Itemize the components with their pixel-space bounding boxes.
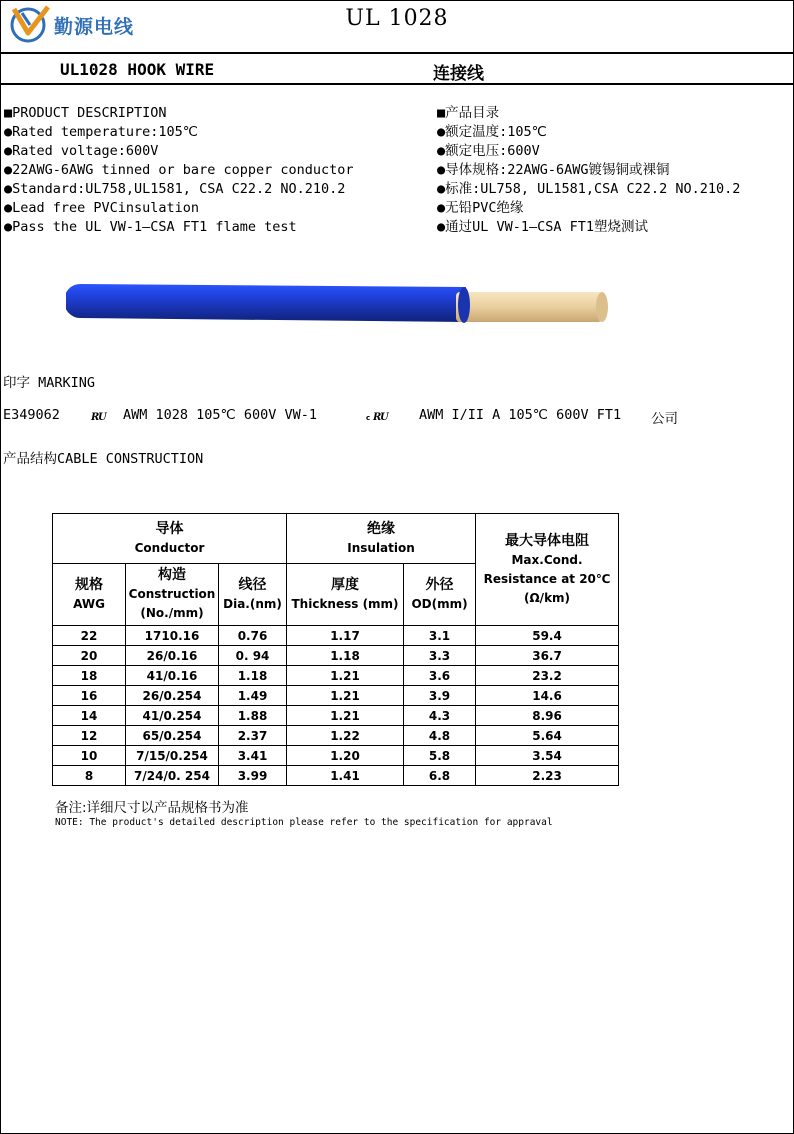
cell-diameter: 0.76 <box>219 626 287 646</box>
product-description-cn <box>437 104 740 237</box>
cell-diameter: 0. 94 <box>219 646 287 666</box>
cell-thickness: 1.21 <box>287 686 404 706</box>
marking-code: E349062 <box>3 407 60 423</box>
cell-od: 5.8 <box>404 746 476 766</box>
marking-csa-text: AWM I/II A 105℃ 600V FT1 <box>419 407 622 423</box>
svg-text:R: R <box>91 412 100 422</box>
cell-construction: 65/0.254 <box>126 726 219 746</box>
cell-diameter: 1.88 <box>219 706 287 726</box>
description-item: ●Lead free PVCinsulation <box>4 200 200 216</box>
cell-diameter: 1.18 <box>219 666 287 686</box>
note-en: NOTE: The product's detailed description please refer to the specification for appraval <box>55 817 553 828</box>
document-header <box>0 0 794 54</box>
marking-company: 公司 <box>651 411 678 427</box>
description-item: ●Rated voltage:600V <box>4 143 159 159</box>
cell-thickness: 1.20 <box>287 746 404 766</box>
header-construction: 构造 Construction (No./mm) <box>126 564 219 626</box>
logo-text: 勤源电线 <box>54 16 135 38</box>
cell-resistance: 2.23 <box>476 766 619 786</box>
marking-heading: 印字 MARKING <box>3 375 96 391</box>
svg-text:U: U <box>98 412 107 422</box>
table-row <box>53 766 619 786</box>
cell-construction: 41/0.254 <box>126 706 219 726</box>
cell-construction: 7/24/0. 254 <box>126 766 219 786</box>
cell-awg: 22 <box>53 626 126 646</box>
cell-od: 3.9 <box>404 686 476 706</box>
header-insulation: 绝缘 Insulation <box>287 514 476 564</box>
cell-thickness: 1.21 <box>287 706 404 726</box>
wire-illustration <box>66 280 616 330</box>
cell-thickness: 1.17 <box>287 626 404 646</box>
cell-od: 3.1 <box>404 626 476 646</box>
cell-construction: 41/0.16 <box>126 666 219 686</box>
cable-construction-table <box>52 513 619 786</box>
marking-ul-text: AWM 1028 105℃ 600V VW-1 <box>123 407 317 423</box>
construction-heading: 产品结构CABLE CONSTRUCTION <box>3 451 204 467</box>
cell-od: 6.8 <box>404 766 476 786</box>
product-subheader <box>0 55 794 85</box>
cell-resistance: 23.2 <box>476 666 619 686</box>
header-diameter: 线径 Dia.(nm) <box>219 564 287 626</box>
table-row <box>53 706 619 726</box>
cell-resistance: 14.6 <box>476 686 619 706</box>
table-row <box>53 746 619 766</box>
header-thickness: 厚度 Thickness (mm) <box>287 564 404 626</box>
cul-recognized-mark-icon <box>366 410 392 422</box>
description-item: ●无铅PVC绝缘 <box>437 200 524 216</box>
cell-thickness: 1.41 <box>287 766 404 786</box>
cell-od: 4.3 <box>404 706 476 726</box>
cell-awg: 20 <box>53 646 126 666</box>
table-row <box>53 646 619 666</box>
description-item: ●22AWG-6AWG tinned or bare copper conductor <box>4 162 354 178</box>
cell-awg: 18 <box>53 666 126 686</box>
ul-recognized-mark-icon <box>90 410 108 422</box>
svg-text:U: U <box>380 412 389 422</box>
cell-resistance: 3.54 <box>476 746 619 766</box>
product-title-cn: 连接线 <box>433 64 484 84</box>
table-row <box>53 686 619 706</box>
cell-thickness: 1.21 <box>287 666 404 686</box>
cell-construction: 7/15/0.254 <box>126 746 219 766</box>
product-description-en <box>4 104 354 237</box>
cell-awg: 10 <box>53 746 126 766</box>
cell-diameter: 2.37 <box>219 726 287 746</box>
header-resistance: 最大导体电阻 Max.Cond. Resistance at 20℃ (Ω/km) <box>476 514 619 626</box>
cell-diameter: 3.41 <box>219 746 287 766</box>
cell-construction: 1710.16 <box>126 626 219 646</box>
description-item: ●Rated temperature:105℃ <box>4 124 198 140</box>
cell-thickness: 1.22 <box>287 726 404 746</box>
table-row <box>53 626 619 646</box>
header-od: 外径 OD(mm) <box>404 564 476 626</box>
description-item: ●额定温度:105℃ <box>437 124 547 140</box>
description-item: ●导体规格:22AWG-6AWG镀锡铜或裸铜 <box>437 162 670 178</box>
cell-construction: 26/0.254 <box>126 686 219 706</box>
cell-awg: 14 <box>53 706 126 726</box>
cell-diameter: 1.49 <box>219 686 287 706</box>
cell-resistance: 59.4 <box>476 626 619 646</box>
cell-resistance: 8.96 <box>476 706 619 726</box>
header-conductor: 导体 Conductor <box>53 514 287 564</box>
description-heading: ■产品目录 <box>437 105 500 121</box>
header-awg: 规格 AWG <box>53 564 126 626</box>
cell-od: 3.6 <box>404 666 476 686</box>
description-item: ●通过UL VW-1—CSA FT1塑烧测试 <box>437 219 649 235</box>
cell-awg: 12 <box>53 726 126 746</box>
description-item: ●标准:UL758, UL1581,CSA C22.2 NO.210.2 <box>437 181 741 197</box>
cell-diameter: 3.99 <box>219 766 287 786</box>
description-item: ●Standard:UL758,UL1581, CSA C22.2 NO.210.2 <box>4 181 346 197</box>
description-item: ●Pass the UL VW-1—CSA FT1 flame test <box>4 219 297 235</box>
svg-text:R: R <box>373 412 382 422</box>
cell-od: 4.8 <box>404 726 476 746</box>
cell-awg: 8 <box>53 766 126 786</box>
cell-awg: 16 <box>53 686 126 706</box>
cell-resistance: 5.64 <box>476 726 619 746</box>
table-row <box>53 666 619 686</box>
description-heading: ■PRODUCT DESCRIPTION <box>4 105 167 121</box>
document-title: UL 1028 <box>345 6 449 31</box>
cell-construction: 26/0.16 <box>126 646 219 666</box>
description-item: ●额定电压:600V <box>437 143 540 159</box>
table-row <box>53 726 619 746</box>
cell-od: 3.3 <box>404 646 476 666</box>
note-cn: 备注:详细尺寸以产品规格书为准 <box>55 800 249 816</box>
cell-resistance: 36.7 <box>476 646 619 666</box>
svg-text:c: c <box>366 414 371 422</box>
product-title-en: UL1028 HOOK WIRE <box>60 60 215 79</box>
cell-thickness: 1.18 <box>287 646 404 666</box>
